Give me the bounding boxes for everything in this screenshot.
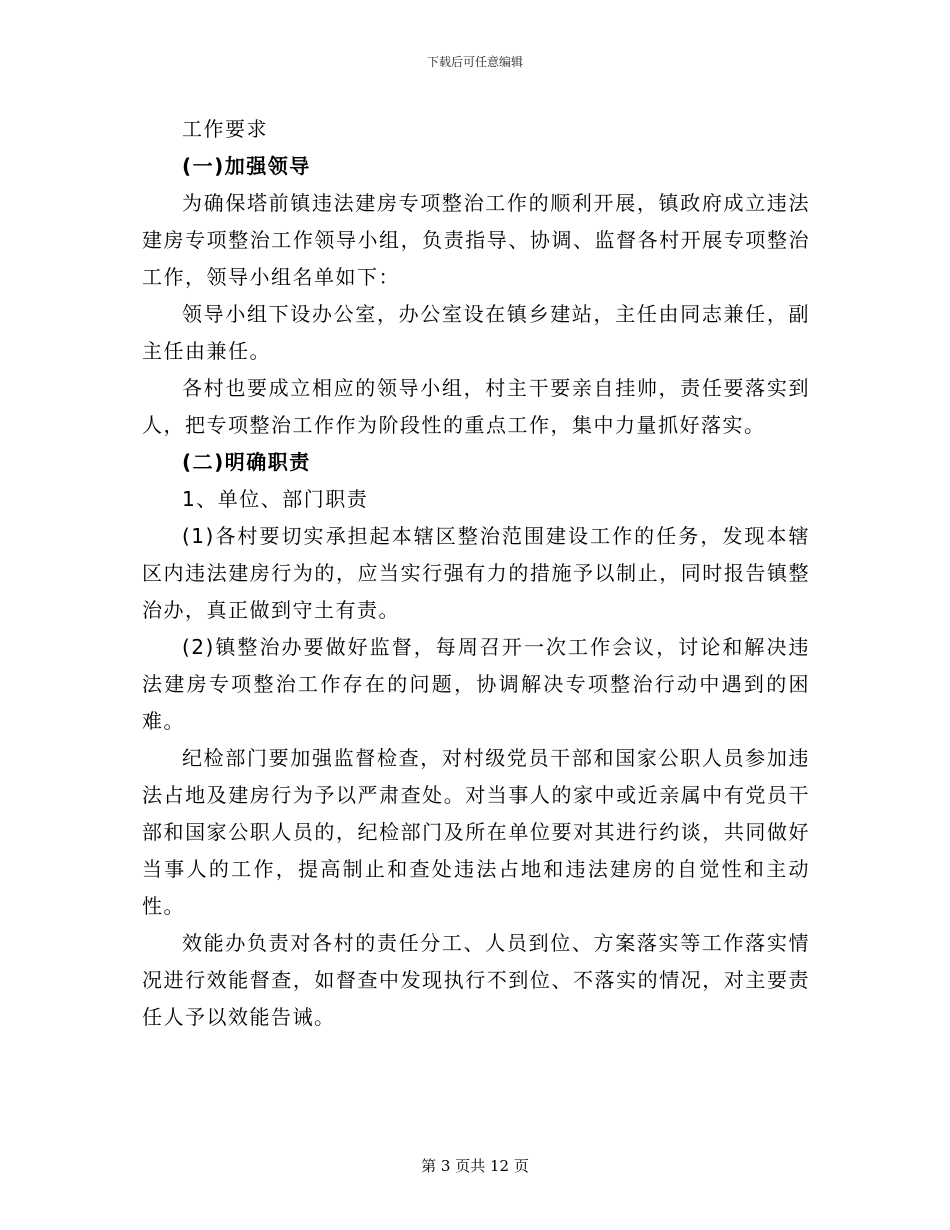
paragraph-work-requirements: 工作要求: [182, 117, 268, 141]
paragraph: 纪检部门要加强监督检查，对村级党员干部和国家公职人员参加违法占地及建房行为予以严肃查处。对当事人的家中或近亲属中有党员干部和国家公职人员的，纪检部门及所在单位要对其进行约谈，共同做好当事人的工作，提高制止和查处违法占地和违法建房的自觉性和主动性。: [142, 746, 810, 918]
paragraph: (1)各村要切实承担起本辖区整治范围建设工作的任务，发现本辖区内违法建房行为的，应当实行强有力的措施予以制止，同时报告镇整治办，真正做到守土有责。: [142, 524, 810, 622]
paragraph: 为确保塔前镇违法建房专项整治工作的顺利开展，镇政府成立违法建房专项整治工作领导小组，负责指导、协调、监督各村开展专项整治工作，领导小组名单如下：: [142, 191, 810, 289]
subheading-unit-duties: 1、单位、部门职责: [182, 487, 369, 511]
page-footer: 第 3 页共 12 页: [421, 1157, 529, 1175]
section-heading-responsibilities: (二)明确职责: [182, 450, 311, 474]
document-body: [142, 111, 810, 1036]
paragraph: 领导小组下设办公室，办公室设在镇乡建站，主任由同志兼任，副主任由兼任。: [142, 302, 810, 363]
paragraph: 各村也要成立相应的领导小组，村主干要亲自挂帅，责任要落实到人，把专项整治工作作为阶段性的重点工作，集中力量抓好落实。: [142, 376, 810, 437]
paragraph: 效能办负责对各村的责任分工、人员到位、方案落实等工作落实情况进行效能督查，如督查中发现执行不到位、不落实的情况，对主要责任人予以效能告诫。: [142, 931, 810, 1029]
section-heading-leadership: (一)加强领导: [182, 154, 311, 178]
paragraph: (2)镇整治办要做好监督，每周召开一次工作会议，讨论和解决违法建房专项整治工作存在的问题，协调解决专项整治行动中遇到的困难。: [142, 635, 810, 733]
page-header: 下载后可任意编辑: [426, 55, 523, 69]
